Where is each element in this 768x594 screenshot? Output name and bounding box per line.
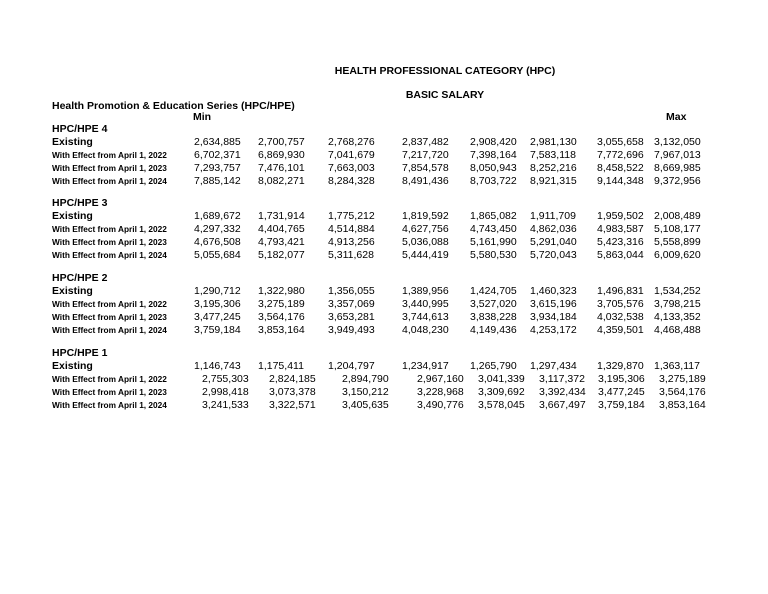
salary-cell: 1,496,831 (597, 285, 644, 297)
salary-cell: 3,073,378 (269, 386, 316, 398)
salary-cell: 4,048,230 (402, 324, 449, 336)
salary-cell: 2,755,303 (202, 373, 249, 385)
salary-cell: 3,949,493 (328, 324, 375, 336)
salary-cell: 1,775,212 (328, 210, 375, 222)
salary-cell: 2,824,185 (269, 373, 316, 385)
salary-cell: 5,558,899 (654, 236, 701, 248)
salary-cell: 8,669,985 (654, 162, 701, 174)
salary-cell: 7,476,101 (258, 162, 305, 174)
salary-cell: 4,297,332 (194, 223, 241, 235)
grade-title: HPC/HPE 2 (52, 272, 108, 284)
salary-cell: 3,759,184 (194, 324, 241, 336)
salary-cell: 1,146,743 (194, 360, 241, 372)
salary-cell: 2,008,489 (654, 210, 701, 222)
salary-cell: 1,389,956 (402, 285, 449, 297)
salary-row-2023 (52, 311, 752, 324)
salary-cell: 1,460,323 (530, 285, 577, 297)
salary-cell: 1,819,592 (402, 210, 449, 222)
series-title: Health Promotion & Education Series (HPC/HPE) (52, 100, 295, 112)
salary-cell: 4,514,884 (328, 223, 375, 235)
row-label: With Effect from April 1, 2024 (52, 250, 167, 260)
salary-cell: 7,398,164 (470, 149, 517, 161)
salary-cell: 4,913,256 (328, 236, 375, 248)
salary-cell: 6,702,371 (194, 149, 241, 161)
salary-cell: 3,490,776 (417, 399, 464, 411)
salary-cell: 6,009,620 (654, 249, 701, 261)
salary-cell: 5,863,044 (597, 249, 644, 261)
salary-cell: 5,311,628 (328, 249, 374, 261)
salary-cell: 3,578,045 (478, 399, 525, 411)
salary-cell: 4,983,587 (597, 223, 644, 235)
salary-cell: 5,580,530 (470, 249, 517, 261)
salary-row-2024 (52, 399, 752, 412)
salary-cell: 3,228,968 (417, 386, 464, 398)
grade-title: HPC/HPE 3 (52, 197, 108, 209)
salary-cell: 9,144,348 (597, 175, 644, 187)
salary-cell: 4,149,436 (470, 324, 517, 336)
salary-row-2024 (52, 175, 752, 188)
salary-cell: 1,356,055 (328, 285, 375, 297)
salary-cell: 3,564,176 (258, 311, 305, 323)
salary-cell: 2,981,130 (530, 136, 577, 148)
salary-cell: 1,234,917 (402, 360, 449, 372)
salary-cell: 1,290,712 (194, 285, 241, 297)
salary-cell: 3,934,184 (530, 311, 577, 323)
salary-cell: 3,653,281 (328, 311, 375, 323)
salary-cell: 3,055,658 (597, 136, 644, 148)
salary-cell: 7,041,679 (328, 149, 375, 161)
salary-cell: 3,195,306 (194, 298, 241, 310)
max-column-label: Max (666, 111, 687, 123)
salary-cell: 3,798,215 (654, 298, 701, 310)
salary-cell: 5,291,040 (530, 236, 577, 248)
salary-cell: 1,731,914 (258, 210, 305, 222)
salary-cell: 7,885,142 (194, 175, 241, 187)
salary-cell: 3,527,020 (470, 298, 517, 310)
salary-cell: 4,359,501 (597, 324, 644, 336)
salary-cell: 7,217,720 (402, 149, 449, 161)
salary-cell: 5,182,077 (258, 249, 305, 261)
min-column-label: Min (193, 111, 212, 123)
salary-cell: 4,032,538 (597, 311, 644, 323)
salary-cell: 3,477,245 (194, 311, 241, 323)
salary-cell: 8,703,722 (470, 175, 517, 187)
salary-cell: 1,329,870 (597, 360, 644, 372)
salary-cell: 3,440,995 (402, 298, 449, 310)
salary-cell: 1,534,252 (654, 285, 701, 297)
salary-row-existing (52, 210, 752, 223)
salary-row-existing (52, 360, 752, 373)
row-label: Existing (52, 136, 93, 148)
salary-cell: 3,405,635 (342, 399, 389, 411)
salary-row-2022 (52, 298, 752, 311)
salary-cell: 8,458,522 (597, 162, 644, 174)
salary-cell: 1,689,672 (194, 210, 241, 222)
salary-row-existing (52, 285, 752, 298)
salary-cell: 5,444,419 (402, 249, 449, 261)
salary-cell: 4,743,450 (470, 223, 517, 235)
row-label: With Effect from April 1, 2024 (52, 400, 167, 410)
salary-cell: 5,055,684 (194, 249, 241, 261)
salary-cell: 1,204,797 (328, 360, 375, 372)
salary-cell: 3,853,164 (659, 399, 706, 411)
salary-row-existing (52, 136, 752, 149)
row-label: With Effect from April 1, 2022 (52, 299, 167, 309)
salary-cell: 6,869,930 (258, 149, 305, 161)
salary-cell: 4,862,036 (530, 223, 577, 235)
salary-cell: 3,041,339 (478, 373, 525, 385)
salary-cell: 8,050,943 (470, 162, 517, 174)
grade-block-hpc-hpe-1 (52, 347, 752, 412)
salary-row-2024 (52, 324, 752, 337)
salary-cell: 8,082,271 (258, 175, 305, 187)
salary-cell: 3,195,306 (598, 373, 645, 385)
salary-cell: 5,036,088 (402, 236, 449, 248)
salary-cell: 3,667,497 (539, 399, 586, 411)
salary-row-2023 (52, 386, 752, 399)
salary-cell: 3,615,196 (530, 298, 577, 310)
salary-cell: 4,253,172 (530, 324, 577, 336)
row-label: Existing (52, 285, 93, 297)
salary-cell: 3,117,372 (539, 373, 585, 385)
salary-cell: 8,921,315 (530, 175, 577, 187)
salary-cell: 3,759,184 (598, 399, 645, 411)
salary-row-2022 (52, 223, 752, 236)
salary-cell: 3,853,164 (258, 324, 305, 336)
salary-cell: 3,132,050 (654, 136, 701, 148)
salary-cell: 3,838,228 (470, 311, 517, 323)
salary-cell: 1,865,082 (470, 210, 517, 222)
salary-cell: 3,357,069 (328, 298, 375, 310)
salary-cell: 7,583,118 (530, 149, 576, 161)
salary-cell: 1,175,411 (258, 360, 304, 372)
salary-row-2023 (52, 236, 752, 249)
row-label: With Effect from April 1, 2022 (52, 150, 167, 160)
salary-cell: 2,634,885 (194, 136, 241, 148)
salary-cell: 1,322,980 (258, 285, 305, 297)
salary-cell: 3,392,434 (539, 386, 586, 398)
row-label: With Effect from April 1, 2022 (52, 224, 167, 234)
row-label: With Effect from April 1, 2023 (52, 312, 167, 322)
row-label: With Effect from April 1, 2023 (52, 387, 167, 397)
salary-cell: 7,772,696 (597, 149, 644, 161)
salary-cell: 4,676,508 (194, 236, 241, 248)
document-title: HEALTH PROFESSIONAL CATEGORY (HPC) (334, 65, 556, 77)
salary-cell: 4,627,756 (402, 223, 449, 235)
salary-row-2023 (52, 162, 752, 175)
salary-cell: 4,793,421 (258, 236, 305, 248)
row-label: With Effect from April 1, 2024 (52, 325, 167, 335)
salary-cell: 7,293,757 (194, 162, 241, 174)
grade-block-hpc-hpe-3 (52, 197, 752, 262)
grade-title: HPC/HPE 4 (52, 123, 108, 135)
salary-cell: 8,491,436 (402, 175, 449, 187)
row-label: With Effect from April 1, 2023 (52, 237, 167, 247)
salary-cell: 3,705,576 (597, 298, 644, 310)
grade-block-hpc-hpe-2 (52, 272, 752, 337)
salary-cell: 4,468,488 (654, 324, 701, 336)
salary-cell: 1,265,790 (470, 360, 517, 372)
salary-cell: 3,477,245 (598, 386, 645, 398)
salary-cell: 5,423,316 (597, 236, 644, 248)
salary-cell: 2,967,160 (417, 373, 464, 385)
salary-cell: 3,275,189 (258, 298, 305, 310)
salary-cell: 8,252,216 (530, 162, 577, 174)
salary-cell: 7,967,013 (654, 149, 701, 161)
document-subtitle: BASIC SALARY (405, 89, 485, 101)
salary-cell: 2,700,757 (258, 136, 305, 148)
salary-cell: 3,241,533 (202, 399, 249, 411)
row-label: With Effect from April 1, 2023 (52, 163, 167, 173)
salary-cell: 2,908,420 (470, 136, 517, 148)
salary-cell: 7,854,578 (402, 162, 449, 174)
row-label: Existing (52, 210, 93, 222)
salary-cell: 7,663,003 (328, 162, 375, 174)
row-label: Existing (52, 360, 93, 372)
salary-cell: 3,564,176 (659, 386, 706, 398)
salary-cell: 2,998,418 (202, 386, 249, 398)
salary-cell: 3,309,692 (478, 386, 525, 398)
grade-title: HPC/HPE 1 (52, 347, 108, 359)
salary-cell: 3,150,212 (342, 386, 389, 398)
salary-cell: 3,275,189 (659, 373, 706, 385)
salary-cell: 4,404,765 (258, 223, 305, 235)
salary-cell: 3,744,613 (402, 311, 449, 323)
row-label: With Effect from April 1, 2024 (52, 176, 167, 186)
salary-cell: 3,322,571 (269, 399, 316, 411)
salary-cell: 1,363,117 (654, 360, 700, 372)
salary-cell: 4,133,352 (654, 311, 701, 323)
salary-cell: 1,959,502 (597, 210, 644, 222)
salary-cell: 5,108,177 (654, 223, 701, 235)
salary-cell: 2,894,790 (342, 373, 389, 385)
salary-cell: 1,911,709 (530, 210, 576, 222)
salary-cell: 2,768,276 (328, 136, 375, 148)
salary-row-2024 (52, 249, 752, 262)
salary-row-2022 (52, 149, 752, 162)
salary-cell: 8,284,328 (328, 175, 375, 187)
salary-row-2022 (52, 373, 752, 386)
salary-cell: 1,297,434 (530, 360, 577, 372)
salary-cell: 2,837,482 (402, 136, 449, 148)
salary-cell: 9,372,956 (654, 175, 701, 187)
row-label: With Effect from April 1, 2022 (52, 374, 167, 384)
grade-block-hpc-hpe-4 (52, 123, 752, 188)
salary-cell: 1,424,705 (470, 285, 517, 297)
salary-cell: 5,720,043 (530, 249, 577, 261)
salary-cell: 5,161,990 (470, 236, 517, 248)
